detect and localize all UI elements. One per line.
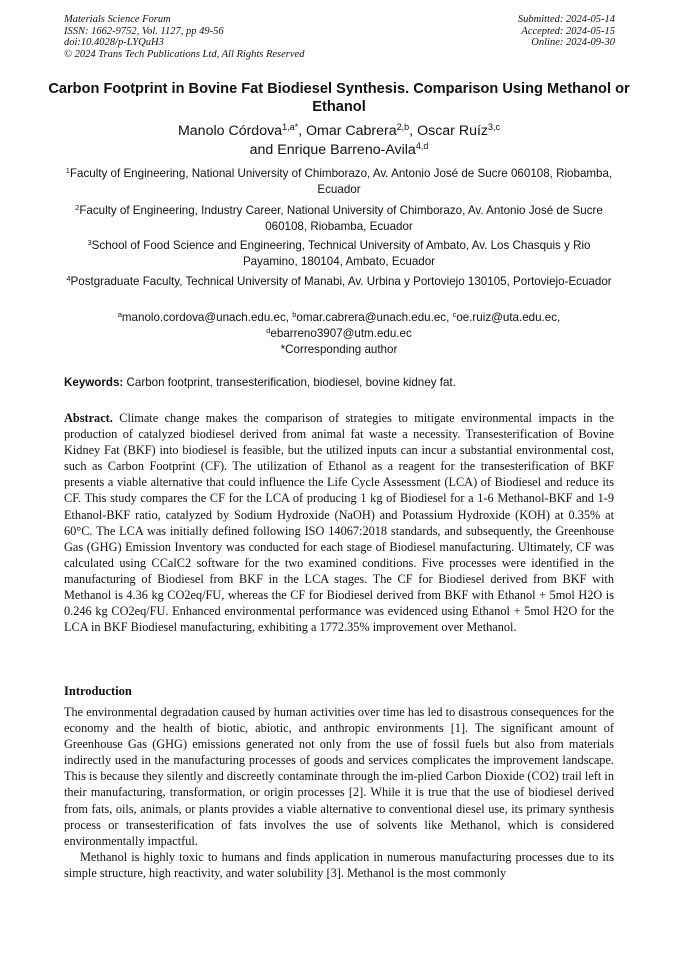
abstract [64, 410, 614, 635]
email-link[interactable]: manolo.cordova@unach.edu.ec [121, 311, 286, 324]
paper-title: Carbon Footprint in Bovine Fat Biodiesel Synthesis. Comparison Using Methanol or Ethanol [48, 81, 630, 115]
author-sup: 2,b [396, 122, 410, 132]
online-date: Online: 2024-09-30 [531, 37, 615, 48]
author-sup: 1,a* [282, 122, 299, 132]
affiliation: $^4$Postgraduate Faculty, Technical University of Manabi, Av. Urbina y Portoviejo 130105, Portoviejo-Ecuador [66, 274, 612, 288]
author-join: and [249, 142, 274, 158]
author-name: Enrique Barreno-Avila [277, 142, 416, 158]
author-name: Manolo Córdova [177, 123, 283, 139]
keywords-text: Carbon footprint, transesterification, biodiesel, bovine kidney fat. [126, 376, 456, 389]
author-name: Omar Cabrera [305, 123, 397, 139]
author-list: Manolo Córdova$^{1,a*}$, Omar Cabrera$^{2,b}$, Oscar Ruíz$^{3,c}$ and Enrique Barreno-Avila$^{4,d}$ [177, 122, 501, 158]
introduction-body [64, 704, 614, 881]
dates-header [518, 14, 615, 49]
journal-issn: ISSN: 1662-9752, Vol. 1127, pp 49-56 [64, 25, 224, 37]
journal-name: Materials Science Forum [64, 14, 171, 25]
submitted-date: Submitted: 2024-05-14 [517, 14, 615, 25]
author-sup: 4,d [415, 141, 429, 151]
journal-header [64, 14, 304, 60]
email-link[interactable]: ebarreno3907@utm.edu.ec [270, 327, 412, 340]
email-link[interactable]: oe.ruiz@uta.edu.ec [456, 311, 558, 324]
paragraph: Methanol is highly toxic to humans and finds application in numerous manufacturing processes due to its simple structure, high reactivity, and water solubility [3]. Methanol is the most commonly [64, 849, 614, 880]
keywords [64, 375, 616, 390]
keywords-label: Keywords: [64, 376, 124, 389]
email-link[interactable]: omar.cabrera@unach.edu.ec [296, 311, 447, 324]
paragraph: The environmental degradation caused by human activities over time has led to disastrous consequences for the economy and the health of biotic, abiotic, and anthropic environments [1]. The significant amount of Greenhouse Gas (GHG) emissions generated not only from the use of fossil fuels but also from materials indirectly used in the manufacturing processes of goods and services complicates the improvement landscape. This is because they silently and discreetly contaminate through the im-plied Carbon Dioxide (CO2) trail left in their manufacturing, transformation, or origin processes [2]. While it is true that the use of biodiesel derived from fats, oils, animals, or plants provides a viable alternative to conventional diesel use, its primary synthesis process or transesterification of fats involves the use of solvents like Methanol, which is considered environmentally impactful. [64, 705, 614, 848]
abstract-label: Abstract. [64, 411, 113, 425]
abstract-text: Climate change makes the comparison of strategies to mitigate environmental impacts in the production of catalyzed biodiesel derived from animal fat waste a necessity. Transesterification of Bovine Kidney Fat (BKF) into biodiesel is feasible, but the utilized inputs can incur a substantial environmental cost, such as Carbon Footprint (CF). The utilization of Ethanol as a reagent for the transesterification of BKF presents a viable alternative that could influence the Life Cycle Assessment (LCA) of Biodiesel and reduce its CF. This study compares the CF for the LCA of producing 1 kg of Biodiesel for a 1-6 Methanol-BKF and 1-9 Ethanol-BKF ratio, catalyzed by Sodium Hydroxide (NaOH) and Potassium Hydroxide (KOH) at 0.35% at 60°C. The LCA was initially defined following ISO 14067:2018 standards, and subsequently, the Greenhouse Gas (GHG) Emission Inventory was conducted for each stage of Biodiesel manufacturing. Ultimately, CF was calculated using CCalC2 software for the two examined conditions. Five processes were identified in the manufacturing of Biodiesel from BKF in the LCA stages. The CF for Biodiesel derived from BKF with Methanol is 4.36 kg CO2eq/FU, whereas the CF for Biodiesel derived from BKF with Ethanol + 5mol H2O is 0.246 kg CO2eq/FU. Enhanced environmental performance was evidenced using Ethanol + 5mol H2O for the LCA in BKF Biodiesel manufacturing, exhibiting a 1772.35% improvement over Methanol. [64, 411, 614, 635]
copyright: © 2024 Trans Tech Publications Ltd, All Rights Reserved [64, 48, 305, 60]
author-name: Oscar Ruíz [417, 123, 489, 139]
accepted-date: Accepted: 2024-05-15 [521, 25, 615, 37]
affiliation: $^2$Faculty of Engineering, Industry Career, National University of Chimborazo, Av. Antonio José de Sucre 060108, Riobamba, Ecuador [75, 203, 603, 233]
corresponding-note: *Corresponding author [280, 343, 398, 356]
email-list: $^a$manolo.cordova@unach.edu.ec, $^b$omar.cabrera@unach.edu.ec, $^c$oe.ruiz@uta.edu.ec, $^d$ebarreno3907@utm.edu.ec *Corresponding author [62, 310, 616, 358]
section-heading-introduction: Introduction [64, 684, 132, 698]
author-sup: 3,c [488, 122, 501, 132]
doi: doi:10.4028/p-LYQuH3 [64, 37, 164, 48]
affiliation: $^3$School of Food Science and Engineering, Technical University of Ambato, Av. Los Chasquis y Rio Payamino, 180104, Ambato, Ecuador [87, 238, 591, 268]
affiliation: $^1$Faculty of Engineering, National University of Chimborazo, Av. Antonio José de Sucre 060108, Riobamba, Ecuador [65, 166, 613, 196]
